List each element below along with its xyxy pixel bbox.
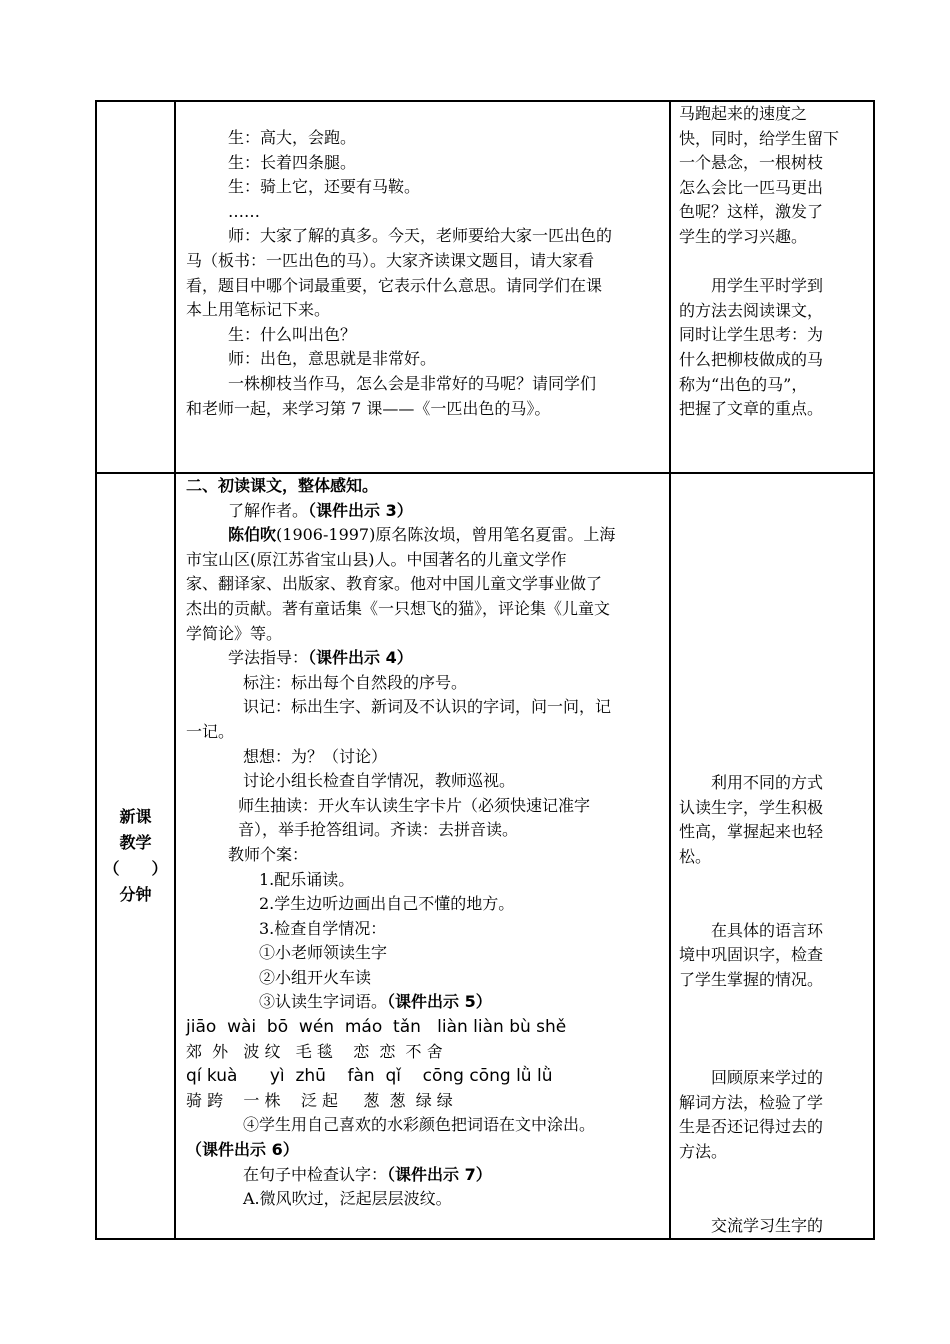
author-intro-text: 了解作者。 (228, 500, 309, 520)
author-text: (1906-1997)原名陈汝埙，曾用笔名夏雷。上海 (276, 525, 616, 545)
note-line: 生是否还记得过去的 (679, 1117, 824, 1137)
method-line (186, 646, 669, 671)
note-line: 学生的学习兴趣。 (679, 226, 808, 246)
spacer (679, 1017, 865, 1042)
note-line: 解词方法，检验了学 (679, 1092, 824, 1112)
note-line: 色呢？这样，激发了 (679, 202, 824, 222)
note-line: 同时让学生思考：为 (679, 325, 824, 345)
method-line: 想想：为？（讨论） (243, 746, 388, 766)
dialogue-line: 和老师一起，来学习第 7 课——《一匹出色的马》。 (186, 398, 551, 418)
stage-label-cell (96, 473, 175, 1239)
dialogue-line: 生：什么叫出色？ (228, 324, 357, 344)
note-line: 在具体的语言环 (711, 920, 824, 940)
case-step-line: 2.学生边听边画出自己不懂的地方。 (259, 894, 515, 914)
case-step-line: ④学生用自己喜欢的水彩颜色把词语在文中涂出。 (243, 1115, 596, 1135)
method-line: 师生抽读：开火车认读生字卡片（必须快速记准字 (238, 795, 591, 815)
case-step-line: 3.检查自学情况： (259, 918, 387, 938)
spacer (679, 992, 865, 1017)
author-line: 杰出的贡献。著有童话集《一只想飞的猫》，评论集《儿童文 (186, 598, 611, 618)
note-line: 的方法去阅读课文， (679, 300, 824, 320)
note-line: 松。 (679, 846, 712, 866)
method-line: 识记：标出生字、新词及不认识的字词，问一问，记 (243, 697, 612, 717)
author-line: 市宝山区(原江苏省宝山县)人。中国著名的儿童文学作 (186, 549, 567, 569)
dialogue-line: 师：大家了解的真多。今天，老师要给大家一匹出色的 (228, 226, 613, 246)
note-line: 交流学习生字的 (711, 1215, 824, 1235)
note-line: 一个悬念，一根树枝 (679, 153, 824, 173)
spacer (679, 250, 865, 275)
dialogue-line: 看，题目中哪个词最重要，它表示什么意思。请同学们在课 (186, 275, 603, 295)
method-text: 学法指导： (228, 648, 309, 668)
case-step-line: ①小老师领读生字 (259, 943, 388, 963)
author-line: 学简论》等。 (186, 623, 283, 643)
courseware-ref: （课件出示 5） (387, 992, 492, 1012)
stage-label-cell-empty (96, 101, 175, 473)
sentence-line: A.微风吹过，泛起层层波纹。 (243, 1189, 452, 1209)
vocab-line: 骑 跨 一 株 泛 起 葱 葱 绿 绿 (186, 1090, 453, 1110)
dialogue-line: 生：高大，会跑。 (228, 128, 357, 147)
note-line: 快，同时，给学生留下 (679, 128, 840, 148)
courseware-ref: （课件出示 3） (308, 500, 413, 520)
note-line: 方法。 (679, 1141, 728, 1161)
section-heading: 二、初读课文，整体感知。 (186, 476, 379, 495)
stage-label (97, 804, 174, 908)
table-row-new-lesson (96, 473, 874, 1239)
dialogue-line: 师：出色，意思就是非常好。 (228, 349, 437, 369)
case-step-text: ③认读生字词语。 (259, 992, 388, 1012)
method-line: 讨论小组长检查自学情况，教师巡视。 (243, 771, 516, 791)
note-line: 用学生平时学到 (711, 276, 824, 296)
spacer (679, 1165, 865, 1190)
note-line: 把握了文章的重点。 (679, 399, 824, 419)
note-line: 了学生掌握的情况。 (679, 969, 824, 989)
spacer (679, 1042, 865, 1067)
method-line: 音），举手抢答组词。齐读：去拼音读。 (238, 820, 519, 840)
dialogue-line: 生：长着四条腿。 (228, 152, 357, 172)
spacer (679, 894, 865, 919)
check-line (186, 1163, 669, 1188)
teaching-process-cell (175, 473, 670, 1239)
note-line: 认读生字，学生积极 (679, 797, 824, 817)
courseware-ref: （课件出示 6） (186, 1140, 299, 1160)
spacer (679, 869, 865, 894)
check-text: 在句子中检查认字： (243, 1164, 388, 1184)
case-step-line: ②小组开火车读 (259, 967, 372, 987)
dialogue-line: 一株柳枝当作马，怎么会是非常好的马呢？请同学们 (228, 373, 597, 393)
author-line (186, 523, 669, 548)
author-line: 家、翻译家、出版家、教育家。他对中国儿童文学事业做了 (186, 574, 603, 594)
dialogue-line: 生：骑上它，还要有马鞍。 (228, 177, 421, 197)
stage-label-line: 新课 (119, 807, 152, 827)
stage-label-line: （ ） (103, 859, 168, 879)
method-line: 教师个案： (228, 844, 309, 864)
method-line: 一记。 (186, 721, 235, 741)
pinyin-line: qí kuà yì zhū fàn qǐ cōng cōng lǜ lǜ (186, 1066, 553, 1087)
spacer (679, 1189, 865, 1214)
lesson-plan-table (95, 100, 875, 1240)
method-line: 标注：标出每个自然段的序号。 (243, 672, 468, 692)
case-step-line: 1.配乐诵读。 (259, 869, 355, 889)
teaching-process-cell (175, 101, 670, 473)
note-line: 利用不同的方式 (711, 773, 824, 792)
vocab-line: 郊 外 波 纹 毛 毯 恋 恋 不 舍 (186, 1041, 443, 1061)
dialogue-line: 本上用笔标记下来。 (186, 300, 331, 320)
case-step-line (186, 990, 669, 1015)
courseware-ref: （课件出示 4） (308, 648, 413, 668)
note-line: 性高，掌握起来也轻 (679, 822, 824, 842)
pinyin-line: jiāo wài bō wén máo tǎn liàn liàn bù shě (186, 1017, 567, 1038)
note-line: 马跑起来的速度之 (679, 104, 808, 123)
note-line: 境中巩固识字，检查 (679, 945, 824, 965)
design-intent-cell (670, 101, 874, 473)
ellipsis-line: …… (228, 201, 260, 221)
note-line: 怎么会比一匹马更出 (679, 177, 824, 197)
dialogue-line: 马（板书：一匹出色的马）。大家齐读课文题目，请大家看 (186, 250, 595, 270)
note-line: 什么把柳枝做成的马 (679, 349, 824, 369)
author-name: 陈伯吹 (228, 525, 277, 545)
stage-label-line: 分钟 (119, 885, 152, 905)
table-row-intro (96, 101, 874, 473)
courseware-ref: （课件出示 7） (387, 1164, 492, 1184)
design-intent-cell (670, 473, 874, 1239)
author-intro-line (186, 499, 669, 524)
note-line: 回顾原来学过的 (711, 1068, 824, 1088)
note-line: 称为“出色的马”， (679, 374, 808, 394)
stage-label-line: 教学 (119, 833, 152, 853)
